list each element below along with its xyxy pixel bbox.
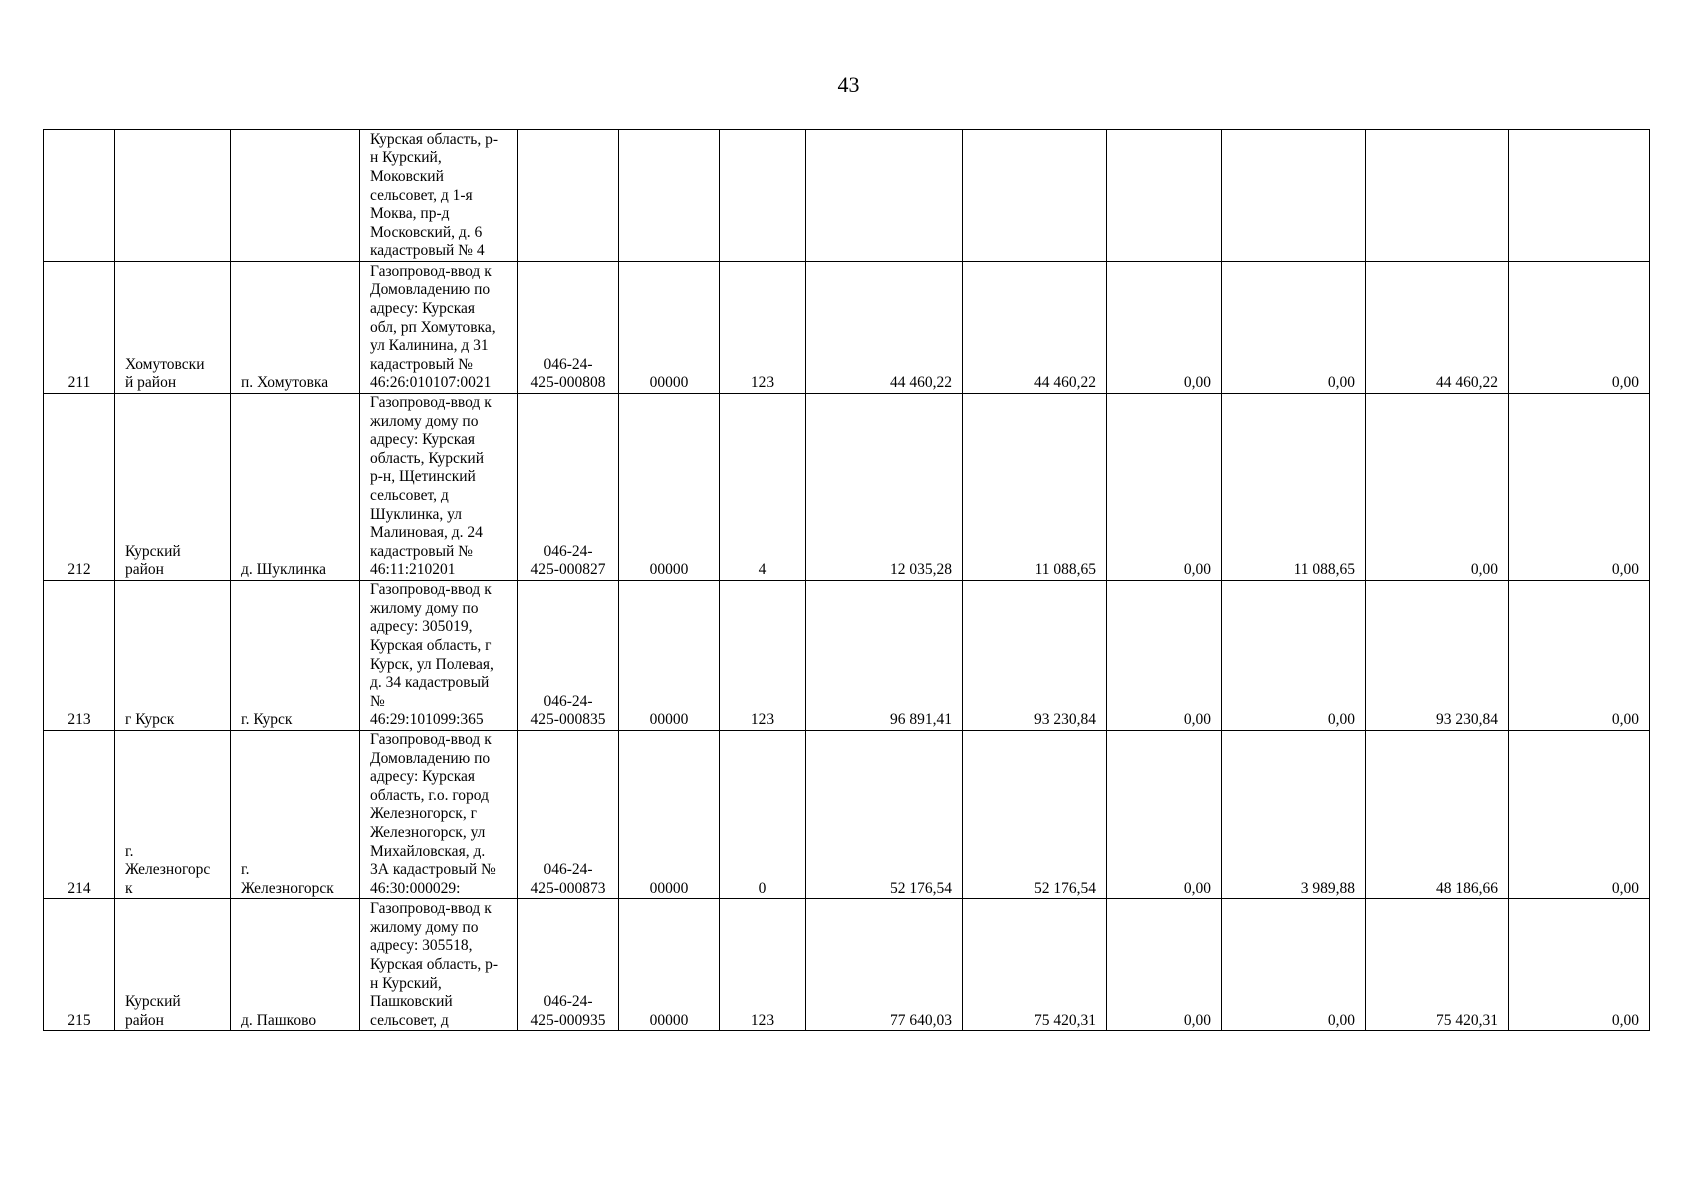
value-cell-2: 75 420,31 [963,899,1107,1031]
cell-line: Шуклинка, ул [370,505,462,523]
cell-line: Малиновая, д. 24 [370,524,483,542]
table-row [44,581,1650,731]
cell-line: н Курский, [370,149,442,167]
value-cell-1: 44 460,22 [806,262,963,394]
value-cell-4: 0,00 [1222,581,1366,731]
value-cell-5: 48 186,66 [1366,731,1509,899]
row-number: 215 [44,899,115,1031]
table-body [44,130,1650,1031]
cell-line: кадастровый № [370,542,473,560]
cell-line: Домовладению по [370,749,491,767]
cell-line: й район [125,374,177,392]
cell-line: жилому дому по [370,412,479,430]
cell-line: адресу: Курская [370,768,476,786]
cell-line: район [125,1011,164,1029]
type-cell: 0 [720,731,806,899]
cell-line: ул Калинина, д 31 [370,337,489,355]
row-number: 212 [44,394,115,581]
type-cell: 123 [720,899,806,1031]
value-cell-1: 77 640,03 [806,899,963,1031]
settlement-cell: п. Хомутовка [231,262,360,394]
table-row [44,262,1650,394]
cell-line: 046-24- [543,861,593,879]
cell-line: 46:11:210201 [370,561,456,579]
value-cell-3: 0,00 [1107,731,1222,899]
value-cell-3 [1107,130,1222,262]
value-cell-5: 0,00 [1366,394,1509,581]
value-cell-5: 93 230,84 [1366,581,1509,731]
cell-line: г. [241,861,250,879]
cell-line: адресу: Курская [370,431,476,449]
cell-line: обл, рп Хомутовка, [370,318,496,336]
object-code-cell [518,731,619,899]
object-code-cell [518,394,619,581]
object-code-cell [518,262,619,394]
district-cell: г Курск [115,581,231,731]
row-number: 211 [44,262,115,394]
cell-line: р-н, Щетинский [370,468,476,486]
description-cell [360,262,518,394]
object-code-cell [518,581,619,731]
table-row [44,394,1650,581]
cell-line: 46:30:000029: [370,879,461,897]
cell-line: Железногорск, г [370,805,477,823]
cell-line: 046-24- [543,692,593,710]
cell-line: Газопровод-ввод к [370,581,492,599]
object-code-cell [518,130,619,262]
district-cell [115,731,231,899]
value-cell-6: 0,00 [1509,581,1650,731]
cell-line: кадастровый № 4 [370,242,485,260]
description-cell [360,130,518,262]
object-code-cell [518,899,619,1031]
cell-line: Курская область, г [370,637,492,655]
cell-line: Газопровод-ввод к [370,262,492,280]
cell-line: д. 34 кадастровый [370,674,490,692]
value-cell-5: 44 460,22 [1366,262,1509,394]
value-cell-5: 75 420,31 [1366,899,1509,1031]
cell-line: 046-24- [543,355,593,373]
cell-line: Михайловская, д. [370,842,486,860]
cell-line: район [125,561,164,579]
cell-line: 425-000808 [530,374,606,392]
value-cell-1: 96 891,41 [806,581,963,731]
cell-line: область, Курский [370,449,485,467]
cell-line: Железногорск [241,879,334,897]
cell-line: 046-24- [543,542,593,560]
cell-line: область, г.о. город [370,786,489,804]
cell-line: Моковский [370,168,444,186]
district-cell [115,394,231,581]
cell-line: Железногорс [125,861,211,879]
code-cell: 00000 [619,899,720,1031]
district-cell [115,130,231,262]
cell-line: Моква, пр-д [370,205,450,223]
cell-line: Хомутовски [125,355,205,373]
value-cell-3: 0,00 [1107,394,1222,581]
cell-line: Курская область, р- [370,955,498,973]
cell-line: сельсовет, д [370,1011,449,1029]
type-cell [720,130,806,262]
cell-line: 46:29:101099:365 [370,711,484,729]
row-number: 214 [44,731,115,899]
value-cell-4 [1222,130,1366,262]
table-row [44,899,1650,1031]
value-cell-5 [1366,130,1509,262]
value-cell-6: 0,00 [1509,262,1650,394]
cell-line: адресу: 305019, [370,618,473,636]
district-cell [115,899,231,1031]
cell-line: сельсовет, д [370,487,449,505]
table-row [44,731,1650,899]
cell-line: кадастровый № [370,355,473,373]
type-cell: 123 [720,262,806,394]
value-cell-2: 93 230,84 [963,581,1107,731]
cell-line: 425-000873 [530,879,606,897]
cell-line: Курский [125,542,181,560]
value-cell-3: 0,00 [1107,262,1222,394]
code-cell: 00000 [619,394,720,581]
description-cell [360,581,518,731]
cell-line: 46:26:010107:0021 [370,374,492,392]
cell-line: адресу: 305518, [370,937,473,955]
cell-line: Курск, ул Полевая, [370,655,494,673]
table-row [44,130,1650,262]
cell-line: 425-000935 [530,1011,606,1029]
value-cell-1: 52 176,54 [806,731,963,899]
value-cell-6 [1509,130,1650,262]
description-cell [360,394,518,581]
code-cell: 00000 [619,262,720,394]
description-cell [360,899,518,1031]
type-cell: 123 [720,581,806,731]
cell-line: н Курский, [370,974,442,992]
settlement-cell [231,731,360,899]
settlement-cell: д. Пашково [231,899,360,1031]
code-cell: 00000 [619,731,720,899]
row-number: 213 [44,581,115,731]
page-number: 43 [837,72,860,97]
value-cell-6: 0,00 [1509,731,1650,899]
cell-line: Газопровод-ввод к [370,900,492,918]
value-cell-2 [963,130,1107,262]
cell-line: сельсовет, д 1-я [370,186,473,204]
registry-table [43,129,1650,1031]
district-cell [115,262,231,394]
cell-line: Курский [125,993,181,1011]
code-cell [619,130,720,262]
cell-line: 3А кадастровый № [370,861,496,879]
settlement-cell: г. Курск [231,581,360,731]
cell-line: Пашковский [370,993,453,1011]
cell-line: Железногорск, ул [370,823,486,841]
cell-line: г. [125,842,134,860]
type-cell: 4 [720,394,806,581]
value-cell-6: 0,00 [1509,394,1650,581]
value-cell-4: 3 989,88 [1222,731,1366,899]
value-cell-2: 11 088,65 [963,394,1107,581]
value-cell-2: 52 176,54 [963,731,1107,899]
value-cell-1: 12 035,28 [806,394,963,581]
cell-line: Газопровод-ввод к [370,731,492,748]
value-cell-4: 11 088,65 [1222,394,1366,581]
cell-line: № [370,692,385,710]
cell-line: жилому дому по [370,599,479,617]
value-cell-3: 0,00 [1107,899,1222,1031]
cell-line: Домовладению по [370,281,491,299]
row-number [44,130,115,262]
cell-line: Газопровод-ввод к [370,394,492,412]
code-cell: 00000 [619,581,720,731]
cell-line: 046-24- [543,993,593,1011]
cell-line: жилому дому по [370,918,479,936]
cell-line: 425-000827 [530,561,606,579]
cell-line: 425-000835 [530,711,606,729]
value-cell-1 [806,130,963,262]
description-cell [360,731,518,899]
cell-line: Московский, д. 6 [370,223,483,241]
cell-line: адресу: Курская [370,300,476,318]
cell-line: Курская область, р- [370,130,498,148]
settlement-cell: д. Шуклинка [231,394,360,581]
settlement-cell [231,130,360,262]
value-cell-4: 0,00 [1222,899,1366,1031]
value-cell-3: 0,00 [1107,581,1222,731]
value-cell-4: 0,00 [1222,262,1366,394]
value-cell-6: 0,00 [1509,899,1650,1031]
cell-line: к [125,879,133,897]
value-cell-2: 44 460,22 [963,262,1107,394]
